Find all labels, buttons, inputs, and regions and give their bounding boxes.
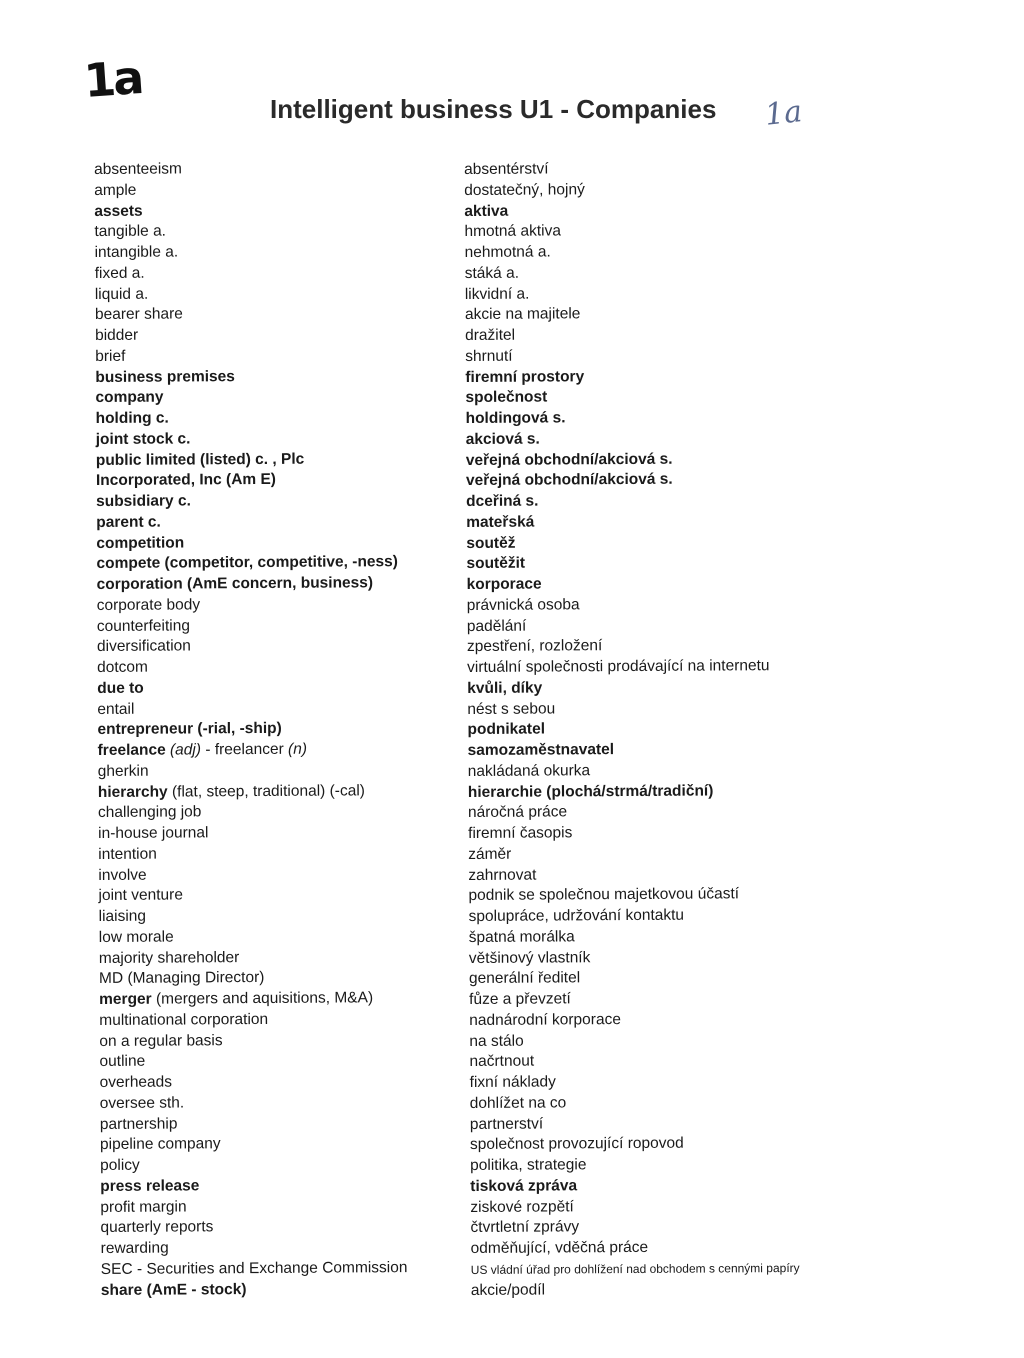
term-cs: ziskové rozpětí [470,1197,574,1216]
term-cs: soutěž [466,534,516,552]
term-cs: padělání [466,617,527,635]
term-en: involve [98,866,147,884]
term-cs: nehmotná a. [464,243,551,261]
term-en: subsidiary c. [96,492,191,510]
term-cs: firemní prostory [465,367,585,386]
term-en: corporate body [96,596,201,614]
term-cs: dohlížet na co [469,1094,567,1112]
english-terms-column [94,158,451,1301]
term-en: share (AmE - stock) [100,1280,247,1299]
term-en: absenteeism [94,160,182,178]
term-en: diversification [96,637,191,656]
term-en: due to [97,679,144,697]
czech-translations-column [464,158,861,1302]
term-en: counterfeiting [96,616,190,635]
term-en-part: hierarchy [97,783,168,801]
term-cs: špatná morálka [468,928,575,946]
term-en-part: (flat, steep, traditional) (-cal) [167,781,365,801]
term-en: brief [95,347,126,365]
term-en: dotcom [97,658,148,676]
term-en-part: - freelancer [200,740,289,759]
term-cs: likvidní a. [464,285,530,303]
term-cs: právnická osoba [466,596,580,614]
term-en-part: (n) [287,740,308,758]
term-en: gherkin [97,762,149,780]
term-cs: dražitel [465,326,516,344]
pencil-mark: 1a [763,94,804,133]
term-en: challenging job [97,803,202,822]
term-cs: tisková zpráva [470,1177,578,1195]
term-cs: odměňující, vděčná práce [470,1238,649,1257]
term-en-part: (adj) [169,741,202,759]
term-en: fixed a. [94,264,145,282]
term-cs: absentérství [464,160,549,178]
term-en: company [95,388,164,407]
term-en: liaising [98,907,147,925]
term-cs: akciová s. [465,430,540,448]
term-cs: podnik se společnou majetkovou účastí [468,885,740,905]
term-en: bearer share [94,305,183,324]
term-en [98,780,448,803]
term-cs: samozaměstnavatel [467,741,615,759]
term-cs: virtuální společnosti prodávající na internetu [467,657,770,676]
term-en: rewarding [100,1239,169,1257]
term-en: competition [96,533,185,552]
term-en: oversee sth. [99,1094,185,1112]
term-cs: nést s sebou [467,699,556,718]
term-en-part: (mergers and aquisitions, M&A) [151,989,374,1008]
term-cs: generální ředitel [468,969,581,988]
term-cs: společnost [465,388,548,407]
term-cs: nadnárodní korporace [469,1010,621,1029]
term-en-part: merger [99,990,152,1008]
term-en: business premises [95,367,235,386]
term-en: low morale [98,928,174,946]
term-en: in-house journal [98,824,209,842]
term-en: overheads [99,1073,173,1091]
term-cs: akcie na majitele [464,305,581,324]
term-en: joint venture [98,886,183,905]
term-cs: většinový vlastník [468,948,591,967]
term-cs-small: US vládní úřad pro dohlížení nad obchodem s cennými papíry [470,1260,800,1277]
term-en: MD (Managing Director) [98,969,265,988]
term-en: entail [97,700,135,718]
handwritten-mark: 1a [82,50,143,108]
term-en: outline [99,1052,146,1071]
term-cs: na stálo [469,1032,524,1050]
term-cs: spolupráce, udržování kontaktu [468,906,685,925]
term-en: holding c. [95,409,169,427]
term-en [99,988,449,1011]
term-en: intention [98,845,157,863]
term-en: on a regular basis [99,1031,223,1050]
term-cs [471,1257,861,1280]
term-en: Incorporated, Inc (Am E) [95,471,277,490]
term-en: intangible a. [94,243,179,261]
term-en: tangible a. [94,222,167,241]
term-en: SEC - Securities and Exchange Commission [100,1258,408,1278]
term-cs: korporace [466,575,542,593]
term-cs: načrtnout [469,1052,535,1071]
page-title: Intelligent business U1 - Companies [270,94,717,124]
term-cs: hierarchie (plochá/strmá/tradiční) [467,781,714,801]
term-cs: aktiva [464,202,509,220]
term-cs: zahrnovat [468,866,537,884]
term-en: partnership [99,1115,178,1133]
term-en: assets [94,202,143,220]
term-cs: společnost provozující ropovod [469,1134,684,1154]
term-en: joint stock c. [95,430,191,448]
term-cs: firemní časopis [468,824,573,842]
term-cs: partnerství [469,1115,544,1133]
term-cs: záměr [468,845,512,863]
term-en: pipeline company [99,1135,221,1154]
term-en: entrepreneur (-rial, -ship) [97,720,282,739]
term-en: multinational corporation [99,1010,269,1029]
term-cs: náročná práce [467,803,568,822]
term-en: profit margin [100,1197,187,1216]
term-en: quarterly reports [100,1218,214,1237]
term-cs: fůze a převzetí [469,990,571,1008]
term-cs: holdingová s. [465,409,566,427]
term-cs: politika, strategie [470,1156,587,1174]
term-cs: veřejná obchodní/akciová s. [465,470,673,490]
term-cs: dceřiná s. [466,492,539,510]
term-en: corporation (AmE concern, business) [96,574,374,593]
term-en [98,739,448,762]
term-cs: mateřská [466,513,535,531]
term-cs: dostatečný, hojný [464,181,585,199]
term-en: ample [94,181,137,199]
term-en: bidder [95,326,139,344]
term-cs: podnikatel [467,720,546,739]
term-cs: čtvrtletní zprávy [470,1218,580,1237]
term-cs: nakládaná okurka [467,761,591,780]
term-cs: hmotná aktiva [464,222,561,241]
term-cs: shrnutí [465,347,513,365]
term-cs: stáká a. [464,264,520,282]
term-cs: zpestření, rozložení [466,637,603,656]
term-en: parent c. [96,513,161,531]
term-cs: fixní náklady [469,1073,556,1091]
term-cs: akcie/podíl [470,1281,546,1299]
term-cs: kvůli, díky [467,679,543,697]
term-en: liquid a. [94,285,149,303]
term-cs: veřejná obchodní/akciová s. [465,450,673,469]
term-en: policy [100,1156,140,1174]
term-en: press release [100,1177,200,1195]
term-en: compete (competitor, competitive, -ness) [96,553,398,573]
term-cs: soutěžit [466,554,526,573]
term-en: majority shareholder [98,948,240,967]
term-en: public limited (listed) c. , Plc [95,450,305,469]
term-en-part: freelance [97,741,166,759]
